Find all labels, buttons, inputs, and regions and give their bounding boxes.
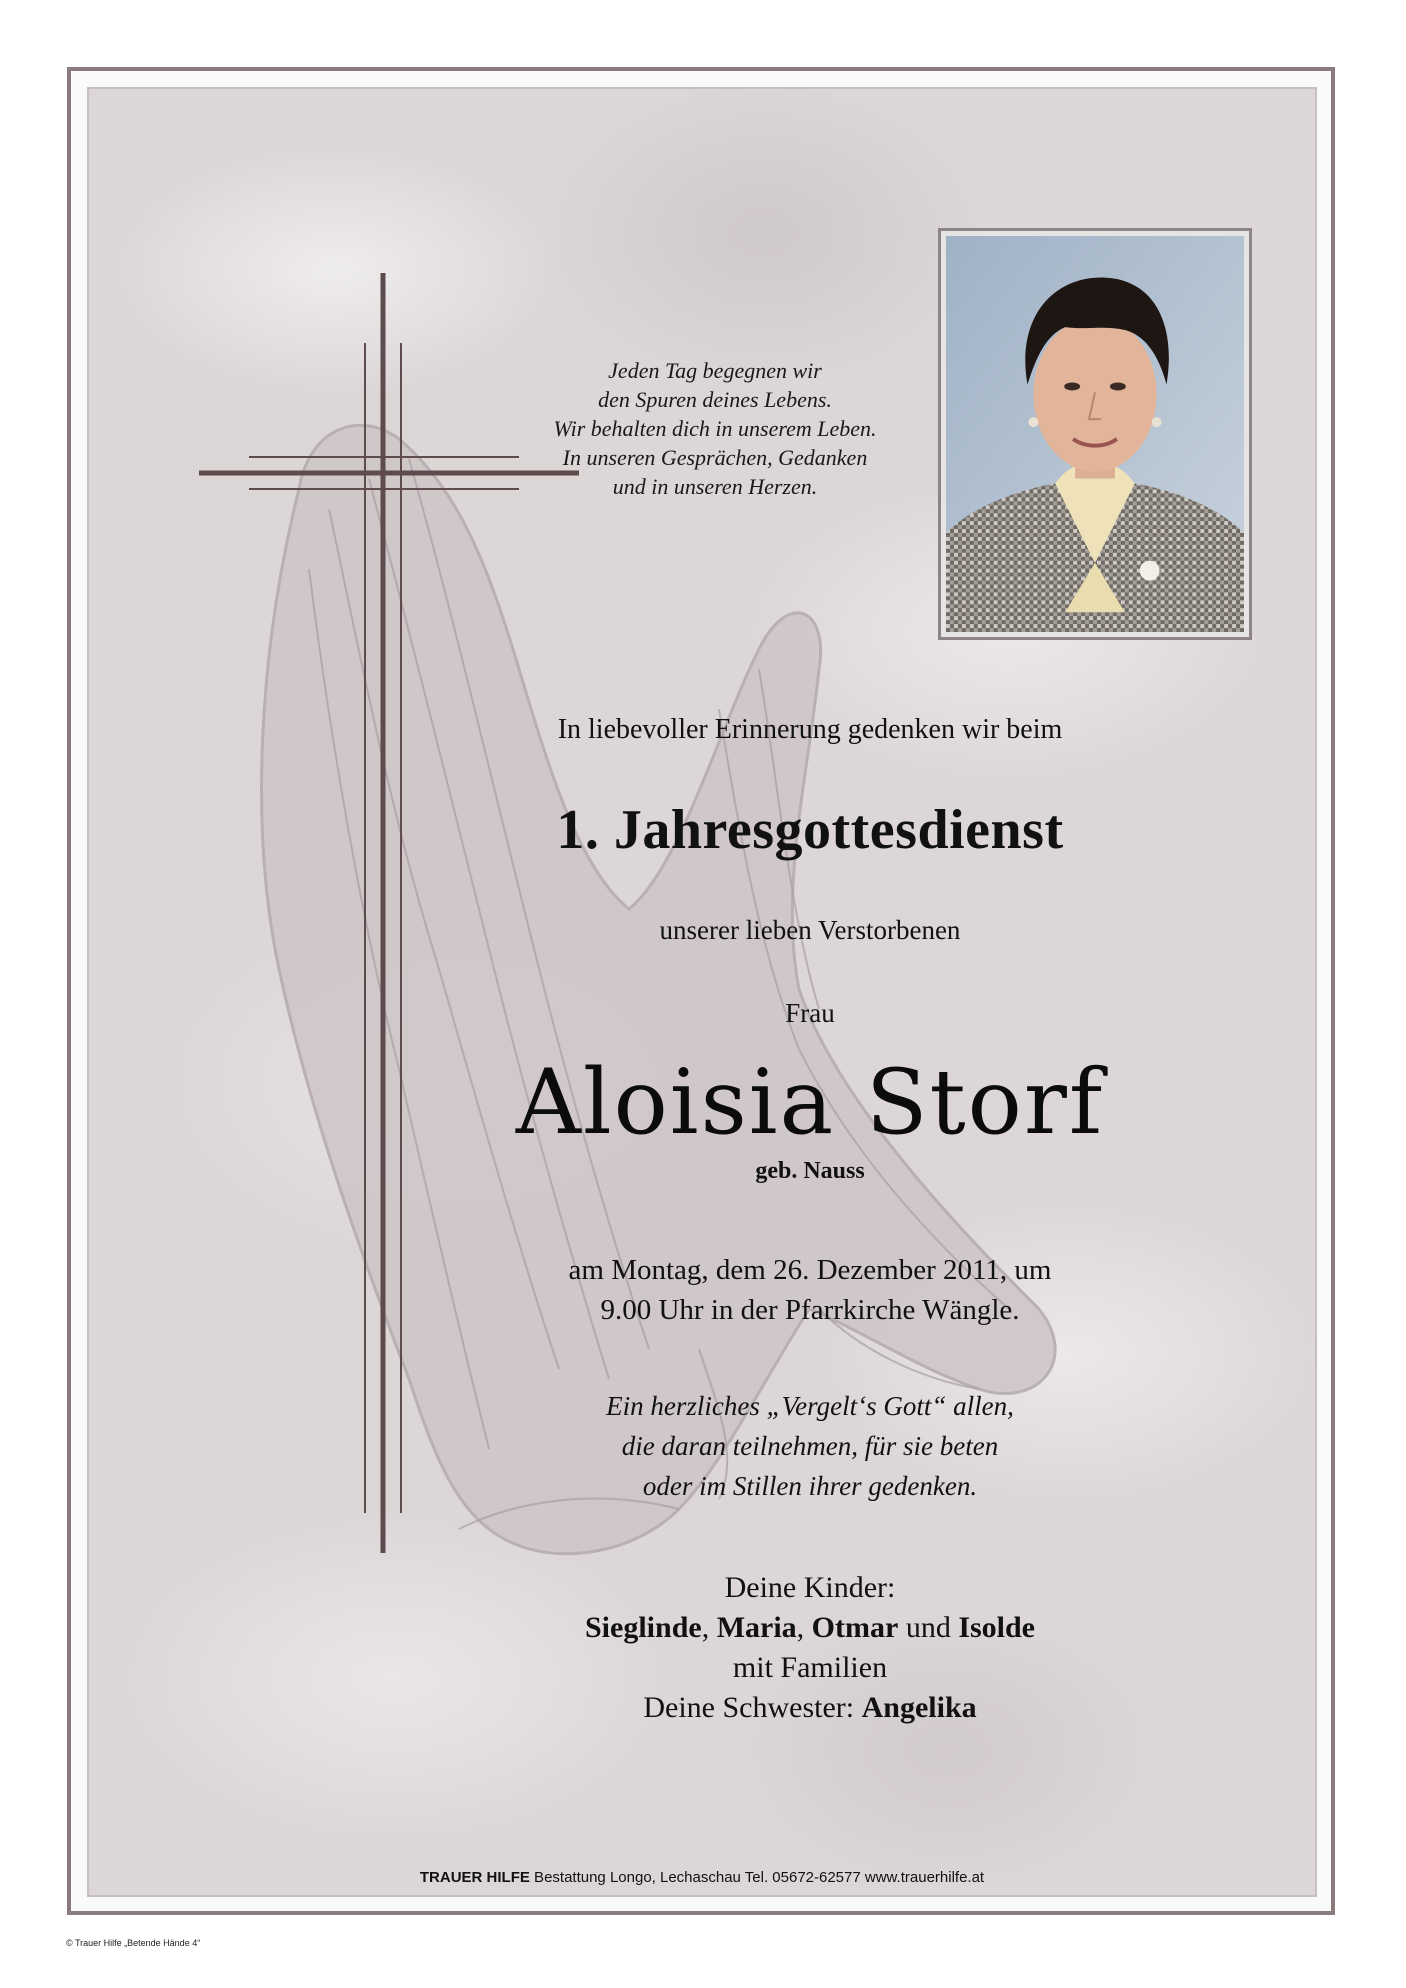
name-separator: und: [898, 1611, 959, 1644]
subtitle-line: unserer lieben Verstorbenen: [659, 915, 961, 945]
memorial-quote: [480, 356, 950, 501]
service-title: 1. Jahresgottesdienst: [556, 799, 1064, 861]
quote-line: den Spuren deines Lebens.: [598, 387, 832, 412]
quote-line: und in unseren Herzen.: [612, 474, 818, 499]
footer-brand: TRAUER HILFE: [419, 1869, 530, 1886]
with-families: mit Familien: [732, 1651, 888, 1684]
child-name: Otmar: [811, 1611, 899, 1644]
thanks-line: die daran teilnehmen, für sie beten: [621, 1431, 999, 1461]
name-separator: ,: [701, 1611, 717, 1644]
portrait-frame: [938, 228, 1252, 640]
copyright-note: © Trauer Hilfe „Betende Hände 4“: [66, 1938, 201, 1948]
family-signature: [390, 1568, 1230, 1728]
child-name: Sieglinde: [585, 1611, 702, 1644]
thanks-line: Ein herzliches „Vergelt‘s Gott“ allen,: [606, 1391, 1014, 1421]
sister-name: Angelika: [861, 1691, 977, 1724]
name-separator: ,: [796, 1611, 812, 1644]
thanks-message: [390, 1386, 1230, 1506]
footer: [87, 1869, 1317, 1886]
service-date-location: [390, 1250, 1230, 1330]
thanks-line: oder im Stillen ihrer gedenken.: [642, 1471, 978, 1501]
quote-line: Jeden Tag begegnen wir: [608, 358, 822, 383]
quote-line: In unseren Gesprächen, Gedanken: [562, 445, 868, 470]
child-name: Maria: [716, 1611, 797, 1644]
portrait-photo: [946, 236, 1244, 632]
sister-label: Deine Schwester:: [643, 1691, 862, 1724]
deceased-name: Aloisia Storf: [515, 1050, 1105, 1155]
children-names: [390, 1608, 1230, 1648]
date-line-1: am Montag, dem 26. Dezember 2011, um: [568, 1254, 1052, 1286]
quote-line: Wir behalten dich in unserem Leben.: [553, 416, 877, 441]
footer-text: Bestattung Longo, Lechaschau Tel. 05672-62577 www.trauerhilfe.at: [529, 1869, 985, 1886]
child-name: Isolde: [958, 1611, 1035, 1644]
salutation: Frau: [785, 998, 835, 1028]
birth-name: geb. Nauss: [755, 1158, 865, 1184]
intro-line: In liebevoller Erinnerung gedenken wir beim: [557, 714, 1063, 745]
date-line-2: 9.00 Uhr in der Pfarrkirche Wängle.: [600, 1294, 1020, 1326]
children-label: Deine Kinder:: [724, 1571, 896, 1604]
sister-line: [390, 1688, 1230, 1728]
